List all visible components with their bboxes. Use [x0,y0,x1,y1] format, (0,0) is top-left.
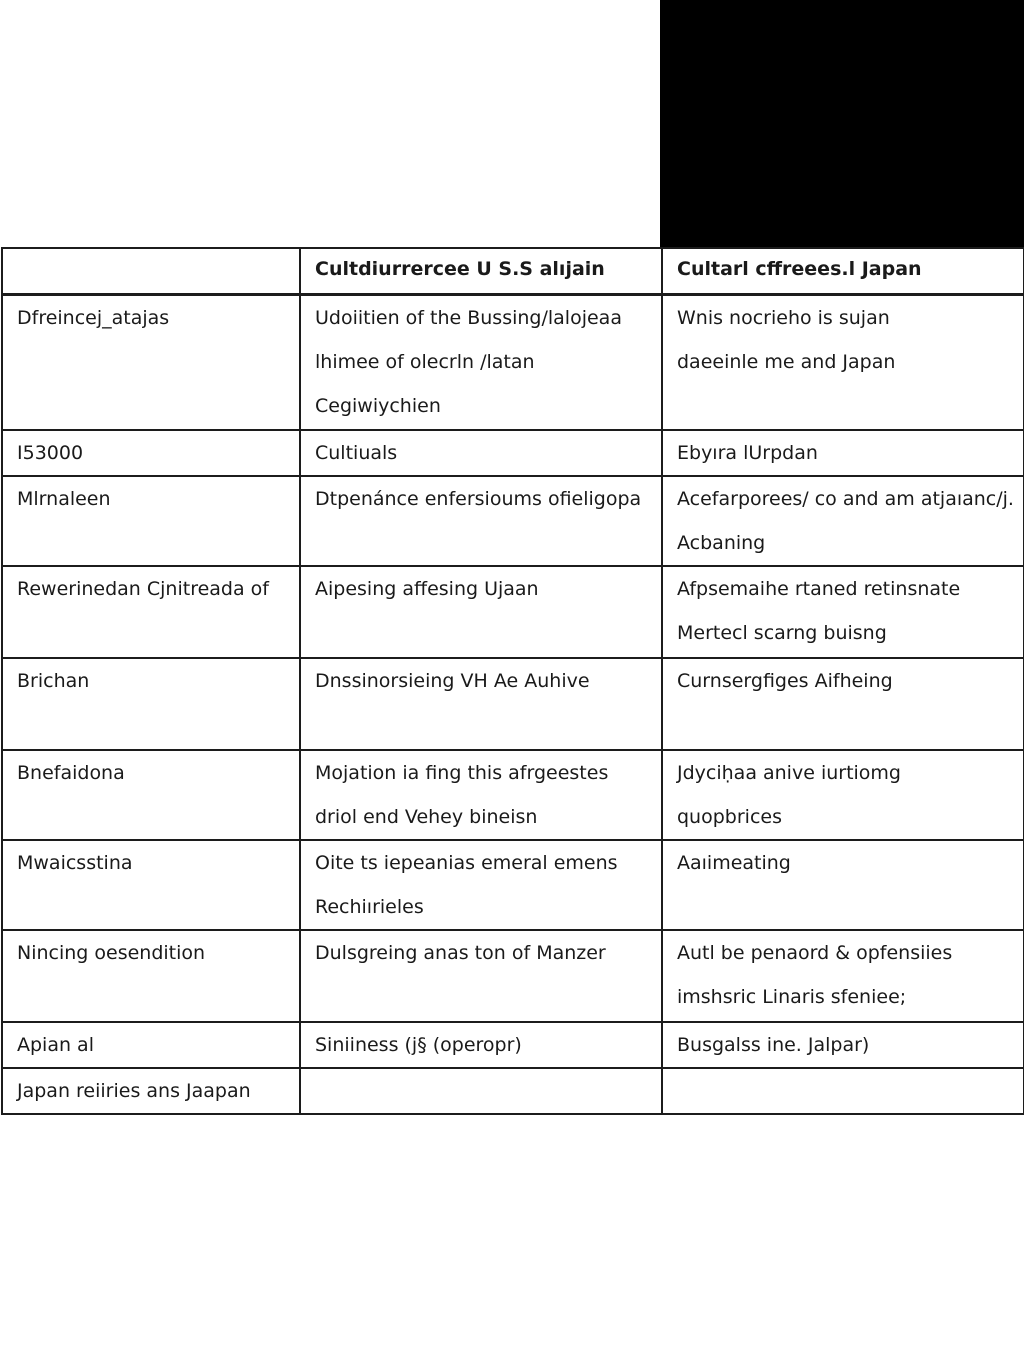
cell-text-line: Wnis nocrieho is sujan [677,306,890,329]
table-cell [662,476,1024,566]
table-row [2,566,1024,658]
table-cell [662,930,1024,1022]
cell-text-line: lhimee of olecrln /latan [315,350,535,373]
table-cell [2,476,300,566]
table-row [2,476,1024,566]
table-cell [300,930,662,1022]
table-row [2,294,1024,430]
cell-text-line: Siniiness (j§ (operopr) [315,1034,522,1056]
table-cell [300,1068,662,1114]
table-cell [2,658,300,750]
table-cell [2,1022,300,1068]
table-row [2,430,1024,476]
cell-text-line: Aipesing affesing Ujaan [315,578,539,600]
cell-text-line: Dnssinorsieing VH Ae Auhive [315,670,590,692]
comparison-table [1,247,1024,1115]
table-cell [2,1068,300,1114]
table-cell [300,840,662,930]
cell-text-line: Aaıimeating [677,852,791,874]
table-cell [662,430,1024,476]
cell-text-line: Dulsgreing anas ton of Manzer [315,942,606,964]
table-row [2,1022,1024,1068]
cell-text-line: Rewerinedan Cjnitreada of [17,578,269,600]
table-cell [662,1068,1024,1114]
table-row [2,658,1024,750]
header-cell-empty [2,248,300,294]
cell-text-line: Busgalss ine. Jalpar) [677,1034,870,1056]
cell-text-line: Nincing oesendition [17,942,206,964]
header-cell-japan: Cultarl cffreees.l Japan [662,248,1024,294]
cell-text-line: Rechiırieles [315,896,424,918]
table-cell [300,1022,662,1068]
cell-text-line: Mwaicsstina [17,852,133,874]
cell-text-line: Cultiuals [315,442,398,464]
cell-text-line: Acbaning [677,532,766,554]
table-header-row [2,248,1024,294]
cell-text-line: Dfreincej_atajas [17,306,170,329]
cell-text-line: Brichan [17,670,90,692]
cell-text-line: I53000 [17,442,84,464]
cell-text-line: driol end Vehey bineisn [315,806,538,828]
table-cell [300,750,662,840]
table-cell [300,476,662,566]
cell-text-line: Oite ts iepeanias emeral emens [315,852,618,874]
table-row [2,930,1024,1022]
table-cell [300,294,662,430]
cell-text-line: Curnsergfiges Aifheing [677,670,893,692]
table-cell [2,930,300,1022]
table-cell [2,750,300,840]
table-cell [662,750,1024,840]
header-cell-us-japan: Cultdiurrercee U S.S alıjain [300,248,662,294]
cell-text-line: Autl be penaord & opfensiies [677,942,953,964]
table-cell [2,840,300,930]
table-row [2,840,1024,930]
table-row [2,1068,1024,1114]
cell-text-line: Japan reiiries ans Jaapan [17,1080,251,1102]
table-cell [2,430,300,476]
cell-text-line: Udoiitien of the Bussing/lalojeaa [315,306,622,329]
table-cell [662,294,1024,430]
cell-text-line: Dtpenánce enfersioums ofieligopa [315,488,642,510]
cell-text-line: Bnefaidona [17,762,125,784]
table-cell [300,566,662,658]
table-cell [662,1022,1024,1068]
table-body [2,294,1024,1114]
cell-text-line: Apian al [17,1034,94,1056]
cell-text-line: imshsric Linaris sfeniee; [677,986,907,1008]
cell-text-line: Ebyıra lUrpdan [677,442,818,464]
table-cell [662,566,1024,658]
table-cell [300,658,662,750]
table-cell [2,566,300,658]
cell-text-line: Cegiwiychien [315,394,441,417]
table-cell [300,430,662,476]
cell-text-line: Afpsemaihe rtaned retinsnate [677,578,961,600]
cell-text-line: Mlrnaleen [17,488,111,510]
cell-text-line: quopbrices [677,806,782,828]
cell-text-line: daeeinle me and Japan [677,350,896,373]
table-cell [662,658,1024,750]
table-cell [662,840,1024,930]
cell-text-line: Mertecl scarng buisng [677,622,887,644]
black-redaction-block [660,0,1024,248]
table-row [2,750,1024,840]
cell-text-line: Mojation ia fing this afrgeestes [315,762,609,784]
cell-text-line: Acefarporees/ co and am atjaıanc/j. [677,488,1014,510]
table-cell [2,294,300,430]
cell-text-line: Jdyciḥaa anive iurtiomg [677,762,901,784]
